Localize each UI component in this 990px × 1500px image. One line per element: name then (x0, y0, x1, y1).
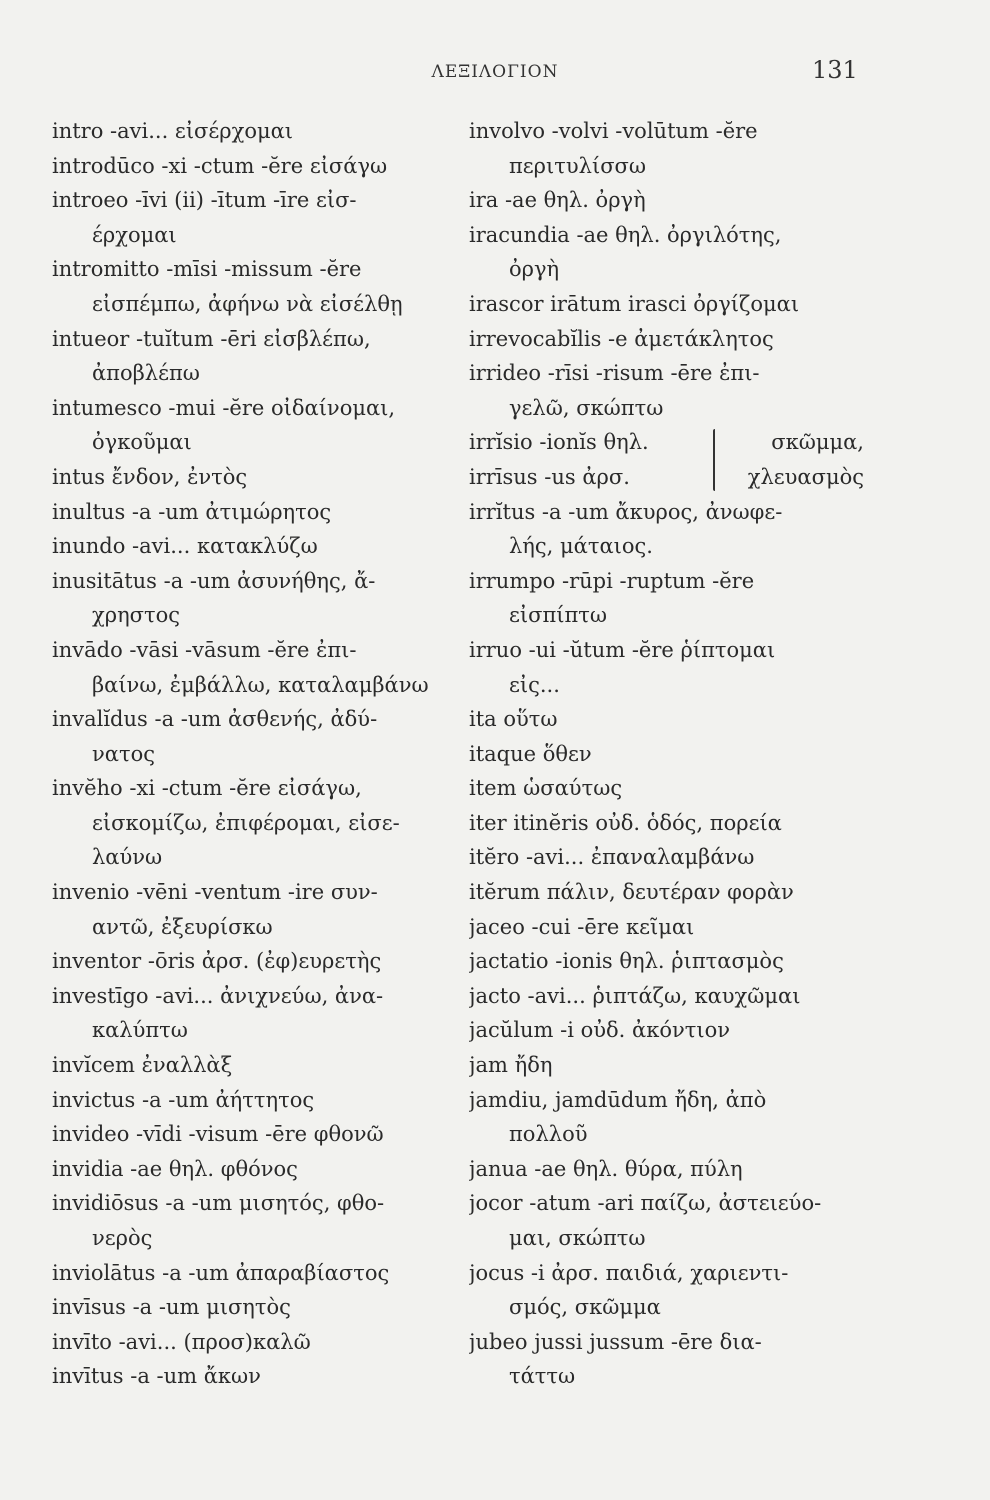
entry-continuation: ἀποβλέπω (92, 361, 200, 386)
dictionary-entry: iter itinĕris οὐδ. ὁδός, πορεία (469, 810, 782, 835)
entry-continuation: εἰσκομίζω, ἐπιφέρομαι, εἰσε- (92, 810, 400, 835)
entry-continuation: λαύνω (92, 845, 163, 870)
dictionary-entry: inviolātus -a -um ἀπαραβίαστος (52, 1260, 390, 1285)
running-header: ΛΕΞΙΛΟΓΙΟΝ (431, 62, 559, 82)
dictionary-entry: itaque ὅθεν (469, 741, 592, 766)
entry-continuation: εἰσπίπτω (509, 603, 608, 628)
dictionary-entry: irrĭsio -ionĭs θηλ. (469, 430, 649, 455)
dictionary-entry: introeo -īvi (ii) -ītum -īre εἰσ- (52, 188, 357, 213)
entry-continuation: μαι, σκώπτω (509, 1226, 646, 1250)
dictionary-entry: invidiōsus -a -um μισητός, φθο- (52, 1191, 385, 1216)
dictionary-entry: jacto -avi... ῥιπτάζω, καυχῶμαι (469, 983, 801, 1008)
dictionary-entry: intueor -tuĭtum -ēri εἰσβλέπω, (52, 326, 371, 351)
dictionary-entry: ira -ae θηλ. ὀργὴ (469, 188, 646, 213)
dictionary-entry: inventor -ōris ἀρσ. (ἐφ)ευρετὴς (52, 949, 382, 974)
dictionary-entry: invideo -vīdi -visum -ēre φθονῶ (52, 1122, 384, 1147)
dictionary-entry: item ὡσαύτως (469, 776, 623, 801)
entry-continuation: βαίνω, ἐμβάλλω, καταλαμβάνω (92, 672, 429, 697)
dictionary-entry: irrumpo -rūpi -ruptum -ĕre (469, 568, 755, 593)
right-column-top (469, 114, 874, 425)
dictionary-entry: introdūco -xi -ctum -ĕre εἰσάγω (52, 153, 388, 178)
dictionary-entry: jamdiu, jamdūdum ἤδη, ἀπὸ (469, 1087, 767, 1112)
dictionary-entry: jam ἤδη (469, 1053, 553, 1078)
dictionary-entry: jacŭlum -i οὐδ. ἀκόντιον (469, 1018, 731, 1043)
dictionary-entry: invīsus -a -um μισητὸς (52, 1295, 291, 1320)
dictionary-entry: intromitto -mīsi -missum -ĕre (52, 257, 362, 282)
page-number: 131 (812, 56, 858, 84)
entry-continuation: χρηστος (92, 603, 181, 628)
entry-continuation: νερὸς (92, 1226, 153, 1250)
dictionary-entry: invidia -ae θηλ. φθόνος (52, 1156, 298, 1181)
dictionary-entry: involvo -volvi -volūtum -ĕre (469, 119, 758, 143)
dictionary-entry: invīto -avi... (προσ)καλῶ (52, 1329, 311, 1354)
entry-continuation: αντῶ, ἐξευρίσκω (92, 914, 273, 939)
dictionary-entry: invādo -vāsi -vāsum -ĕre ἐπι- (52, 637, 357, 662)
entry-continuation: λής, μάταιος. (509, 534, 653, 559)
dictionary-entry: irrevocabĭlis -e ἀμετάκλητος (469, 326, 774, 351)
entry-continuation: ὀργὴ (509, 257, 560, 282)
dictionary-entry: irrīsus -us ἀρσ. (469, 464, 630, 489)
dictionary-entry: jactatio -ionis θηλ. ῥιπτασμὸς (469, 949, 784, 974)
entry-continuation: καλύπτω (92, 1018, 188, 1043)
curly-brace (713, 429, 721, 491)
dictionary-entry: invĕho -xi -ctum -ĕre εἰσάγω, (52, 776, 362, 801)
dictionary-entry: irrĭtus -a -um ἄκυρος, ἀνωφε- (469, 499, 783, 524)
dictionary-entry: inundo -avi... κατακλύζω (52, 534, 318, 559)
dictionary-entry: jocor -atum -ari παίζω, ἀστειεύο- (469, 1191, 822, 1216)
dictionary-entry: iracundia -ae θηλ. ὀργιλότης, (469, 222, 782, 247)
entry-gloss: χλευασμὸς (747, 464, 864, 489)
entry-continuation: γελῶ, σκώπτω (509, 395, 664, 420)
entry-continuation: πολλοῦ (509, 1122, 588, 1147)
dictionary-entry: intumesco -mui -ĕre οἰδαίνομαι, (52, 395, 396, 420)
entry-continuation: εἰς... (509, 672, 560, 697)
right-column-bottom (469, 495, 874, 1394)
entry-continuation: ὀγκοῦμαι (92, 430, 192, 455)
dictionary-entry: jocus -i ἀρσ. παιδιά, χαριεντι- (469, 1260, 789, 1285)
entry-continuation: εἰσπέμπω, ἀφήνω νὰ εἰσέλθῃ (92, 291, 403, 316)
dictionary-entry: intro -avi... εἰσέρχομαι (52, 119, 294, 143)
dictionary-entry: investīgo -avi... ἀνιχνεύω, ἀνα- (52, 983, 384, 1008)
entry-gloss: σκῶμμα, (771, 430, 864, 455)
dictionary-entry: invĭcem ἐναλλὰξ (52, 1053, 233, 1078)
dictionary-entry: irrideo -rīsi -risum -ēre ἐπι- (469, 361, 760, 386)
dictionary-entry: inultus -a -um ἀτιμώρητος (52, 499, 332, 524)
dictionary-entry: inusitātus -a -um ἀσυνήθης, ἄ- (52, 568, 376, 593)
irrisio-group (469, 425, 874, 494)
left-column (52, 114, 457, 1394)
dictionary-entry: invalĭdus -a -um ἀσθενής, ἀδύ- (52, 707, 378, 732)
right-column (469, 114, 874, 1394)
dictionary-entry: invenio -vēni -ventum -ire συν- (52, 880, 378, 905)
dictionary-entry: ita οὕτω (469, 707, 558, 732)
dictionary-entry: invītus -a -um ἄκων (52, 1364, 261, 1389)
dictionary-entry: intus ἔνδον, ἐντὸς (52, 464, 248, 489)
entry-continuation: τάττω (509, 1364, 576, 1389)
dictionary-entry: irascor irātum irasci ὀργίζομαι (469, 291, 800, 316)
dictionary-entry: invictus -a -um ἀήττητος (52, 1087, 315, 1112)
dictionary-entry: janua -ae θηλ. θύρα, πύλη (469, 1156, 743, 1181)
dictionary-entry: itĕro -avi... ἐπαναλαμβάνω (469, 845, 755, 870)
dictionary-entry: jaceo -cui -ēre κεῖμαι (469, 914, 695, 939)
entry-continuation: έρχομαι (92, 222, 177, 247)
dictionary-entry: irruo -ui -ŭtum -ĕre ῥίπτομαι (469, 637, 776, 662)
entry-continuation: σμός, σκῶμμα (509, 1295, 661, 1320)
dictionary-entry: jubeo jussi jussum -ēre δια- (469, 1329, 762, 1354)
entry-continuation: νατος (92, 741, 155, 766)
dictionary-entry: itĕrum πάλιν, δευτέραν φορὰν (469, 880, 794, 905)
entry-continuation: περιτυλίσσω (509, 153, 646, 178)
